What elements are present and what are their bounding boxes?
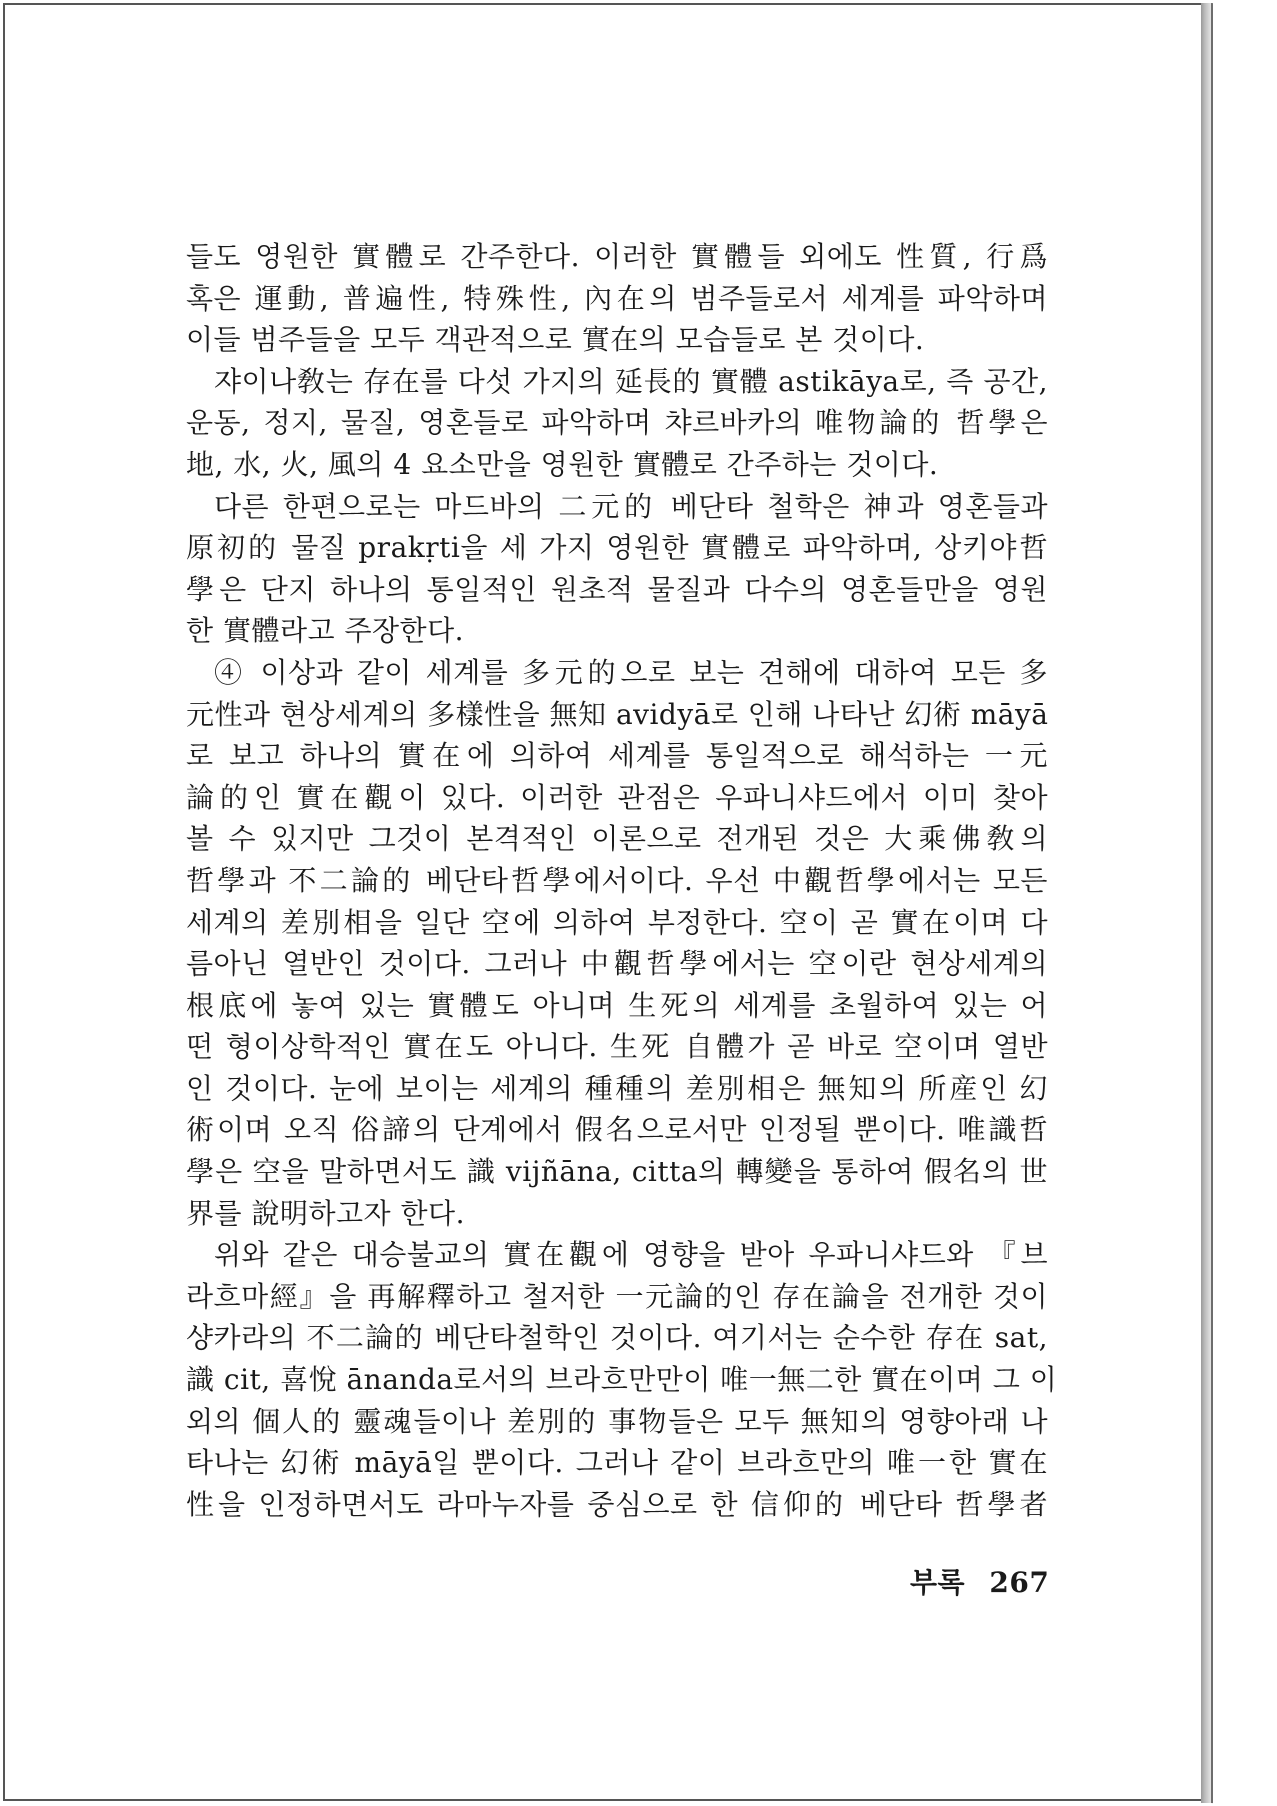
text-line: 운동, 정지, 물질, 영혼들로 파악하며 챠르바카의 唯物論的 哲學은 <box>186 406 1048 440</box>
text-line: 들도 영원한 實體로 간주한다. 이러한 實體들 외에도 性質, 行爲 <box>186 240 1048 273</box>
text-line: 로 보고 하나의 實在에 의하여 세계를 통일적으로 해석하는 一元 <box>186 739 1048 773</box>
text-line: 타나는 幻術 māyā일 뿐이다. 그러나 같이 브라흐만의 唯一한 實在 <box>186 1446 1048 1480</box>
text-line: 術이며 오직 俗諦의 단계에서 假名으로서만 인정될 뿐이다. 唯識哲 <box>186 1113 1048 1147</box>
text-line: 다른 한편으로는 마드바의 二元的 베단타 철학은 神과 영혼들과 <box>214 489 1048 523</box>
page-footer <box>910 1561 1049 1601</box>
text-line: 根底에 놓여 있는 實體도 아니며 生死의 세계를 초월하여 있는 어 <box>186 988 1048 1022</box>
page-number: 267 <box>989 1566 1050 1599</box>
text-line: 界를 說明하고자 한다. <box>186 1196 465 1230</box>
page-stack-edge <box>1201 3 1213 1803</box>
text-line: 學은 단지 하나의 통일적인 원초적 물질과 다수의 영혼들만을 영원 <box>186 572 1048 606</box>
text-line: 인 것이다. 눈에 보이는 세계의 種種의 差別相은 無知의 所産인 幻 <box>186 1071 1048 1105</box>
text-line: 論的인 實在觀이 있다. 이러한 관점은 우파니샤드에서 이미 찾아 <box>186 780 1048 814</box>
text-line: 세계의 差別相을 일단 空에 의하여 부정한다. 空이 곧 實在이며 다 <box>186 905 1048 939</box>
text-line: 哲學과 不二論的 베단타哲學에서이다. 우선 中觀哲學에서는 모든 <box>186 863 1048 897</box>
text-line: 識 cit, 喜悅 ānanda로서의 브라흐만만이 唯一無二한 實在이며 그 이 <box>186 1363 1058 1397</box>
text-line: 름아닌 열반인 것이다. 그러나 中觀哲學에서는 空이란 현상세계의 <box>186 947 1048 981</box>
text-line: 외의 個人的 靈魂들이나 差別的 事物들은 모두 無知의 영향아래 나 <box>186 1404 1048 1438</box>
footer-section-label: 부록 <box>910 1566 966 1599</box>
text-line: 元性과 현상세계의 多樣性을 無知 avidyā로 인해 나타난 幻術 māyā <box>186 697 1049 731</box>
text-line: 샹카라의 不二論的 베단타철학인 것이다. 여기서는 순수한 存在 sat, <box>186 1321 1048 1355</box>
text-line: 볼 수 있지만 그것이 본격적인 이론으로 전개된 것은 大乘佛敎의 <box>186 822 1048 856</box>
text-line: 이들 범주들을 모두 객관적으로 實在의 모습들로 본 것이다. <box>186 323 925 357</box>
text-line: 原初的 물질 prakṛti을 세 가지 영원한 實體로 파악하며, 상키야哲 <box>186 531 1048 565</box>
text-line: 떤 형이상학적인 實在도 아니다. 生死 自體가 곧 바로 空이며 열반 <box>186 1030 1048 1064</box>
text-line: 라흐마經』을 再解釋하고 철저한 一元論的인 存在論을 전개한 것이 <box>186 1279 1048 1313</box>
text-line: 性을 인정하면서도 라마누자를 중심으로 한 信仰的 베단타 哲學者 <box>186 1487 1048 1521</box>
body-text <box>186 236 1058 1525</box>
text-line: ④ 이상과 같이 세계를 多元的으로 보는 견해에 대하여 모든 多 <box>214 655 1048 689</box>
text-line: 한 實體라고 주장한다. <box>186 614 465 648</box>
text-line: 위와 같은 대승불교의 實在觀에 영향을 받아 우파니샤드와 『브 <box>214 1238 1048 1272</box>
text-line: 地, 水, 火, 風의 4 요소만을 영원한 實體로 간주하는 것이다. <box>186 447 939 481</box>
text-line: 혹은 運動, 普遍性, 特殊性, 內在의 범주들로서 세계를 파악하며 <box>186 281 1048 315</box>
text-line: 쟈이나敎는 存在를 다섯 가지의 延長的 實體 astikāya로, 즉 공간, <box>214 364 1048 398</box>
text-line: 學은 空을 말하면서도 識 vijñāna, citta의 轉變을 통하여 假名의 世 <box>186 1155 1048 1189</box>
